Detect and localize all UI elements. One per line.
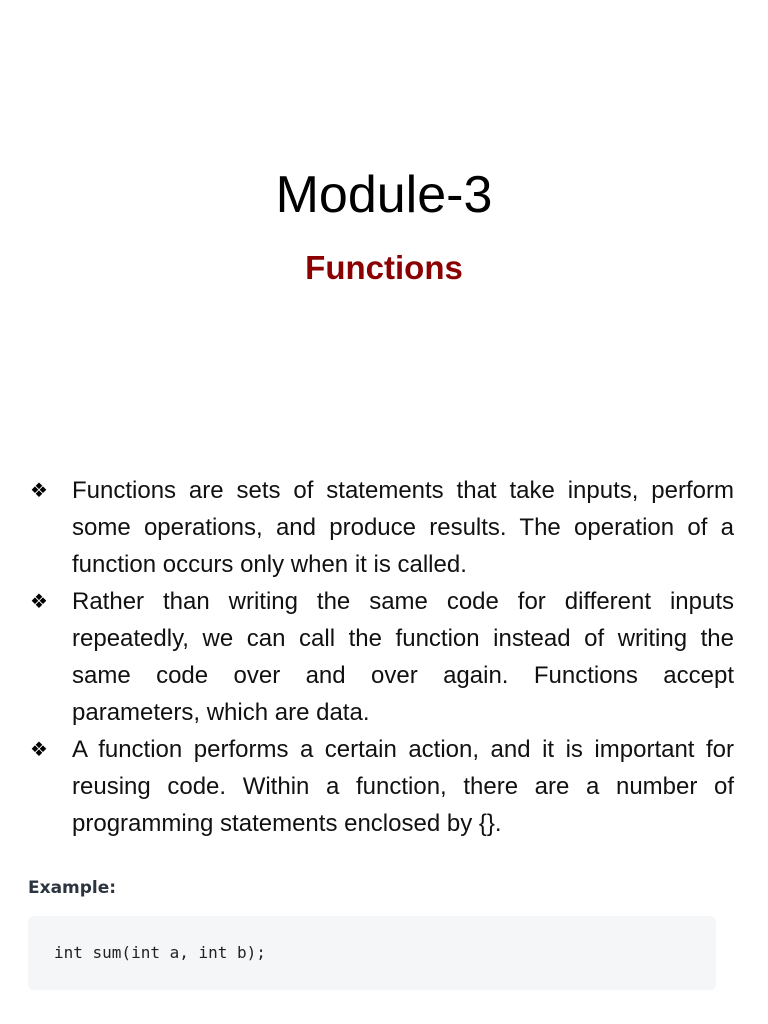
bullet-text: A function performs a certain action, and it is important for reusing code. Within a function, there are a number of programming statements enclosed by {}. xyxy=(72,736,734,837)
code-block xyxy=(28,916,716,990)
diamond-bullet-icon: ❖ xyxy=(30,737,48,761)
example-label: Example: xyxy=(28,878,117,898)
code-line: int sum(int a, int b); xyxy=(54,943,266,962)
bullet-item xyxy=(30,583,734,731)
page-subtitle: Functions xyxy=(305,249,463,286)
bullet-text: Functions are sets of statements that take inputs, perform some operations, and produce results. The operation of a function occurs only when it is called. xyxy=(72,477,734,578)
bullet-list xyxy=(30,472,734,842)
bullet-text: Rather than writing the same code for different inputs repeatedly, we can call the function instead of writing the same code over and over again. Functions accept parameters, which are data. xyxy=(72,588,734,726)
diamond-bullet-icon: ❖ xyxy=(30,478,48,502)
bullet-item xyxy=(30,731,734,842)
bullet-item xyxy=(30,472,734,583)
diamond-bullet-icon: ❖ xyxy=(30,589,48,613)
page-title: Module-3 xyxy=(275,166,493,224)
